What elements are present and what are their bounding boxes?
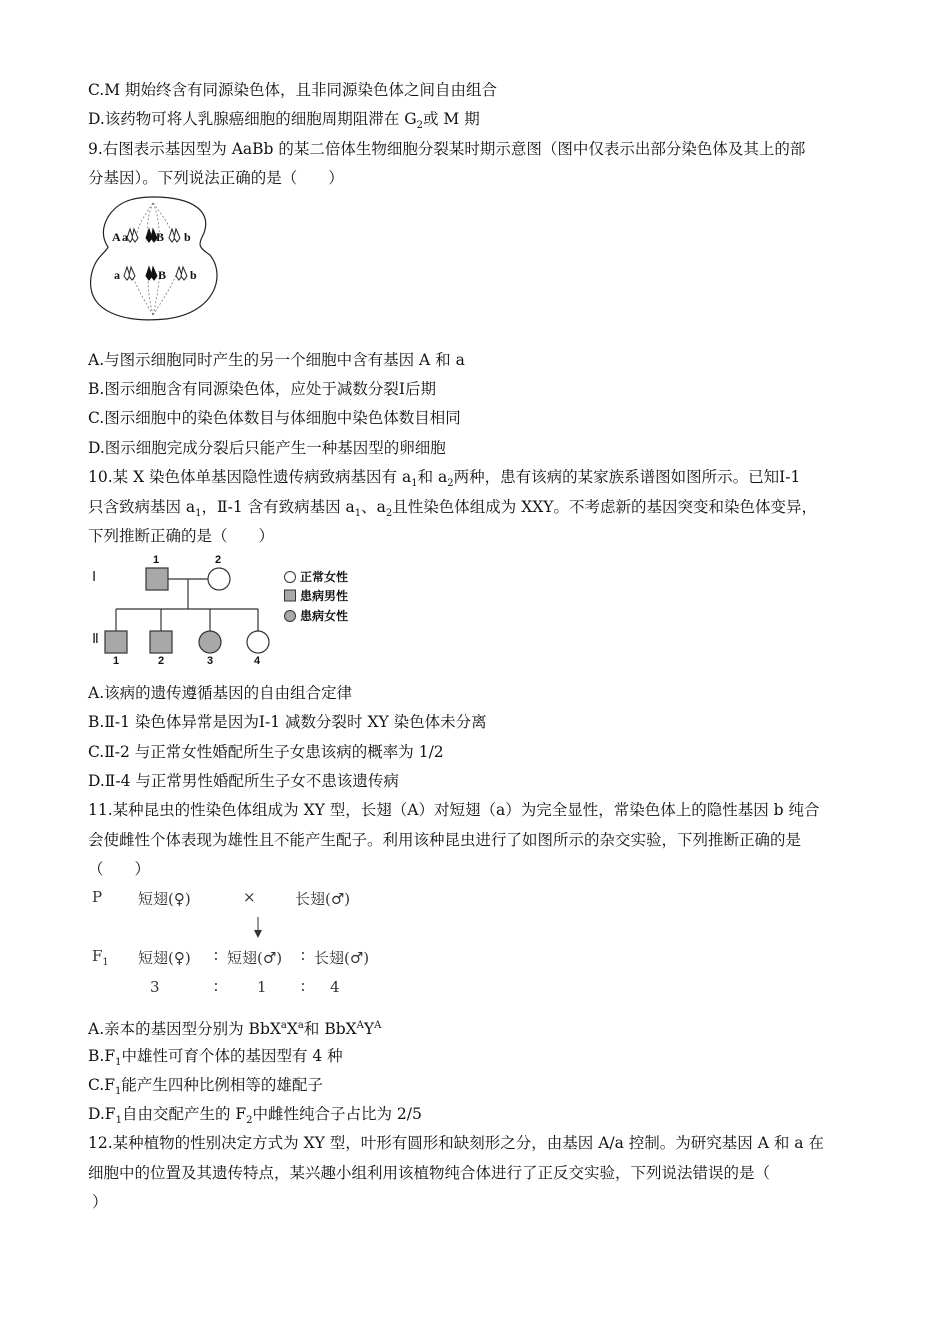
cross-ratio-separator: ∶ xyxy=(301,947,305,965)
legend-label: 患病男性 xyxy=(300,589,349,603)
question-11-stem: （ ） xyxy=(88,860,151,878)
option-a: A.亲本的基因型分别为 $BbX^aX^a$和 $BbX^AY^A$ xyxy=(88,1020,382,1039)
legend-affected-female-icon xyxy=(285,611,296,622)
individual-number: 1 xyxy=(113,655,120,667)
option-a: A.该病的遗传遵循基因的自由组合定律 xyxy=(88,684,353,702)
cross-ratio-value: 3 xyxy=(150,978,160,996)
question-11-stem: 会使雌性个体表现为雄性且不能产生配子。利用该种昆虫进行了如图所示的杂交实验，下列推断正确的是 xyxy=(88,831,802,849)
generation-label: Ⅱ xyxy=(92,632,99,647)
pedigree-chart xyxy=(86,552,376,670)
individual-number: 3 xyxy=(207,655,214,667)
cross-ratio-value: 4 xyxy=(330,978,340,996)
affected-male-symbol xyxy=(105,631,127,653)
cross-parent-male: 长翅(♂) xyxy=(295,890,351,908)
cross-ratio-value: 1 xyxy=(257,978,267,996)
individual-number: 1 xyxy=(153,554,160,566)
question-9-stem: 9.右图表示基因型为 AaBb 的某二倍体生物细胞分裂某时期示意图（图中仅表示出部分染色体及其上的部 xyxy=(88,140,806,158)
cross-parent-female: 短翅(♀) xyxy=(138,890,191,908)
cross-f1-type: 短翅(♀) xyxy=(138,949,191,967)
gene-label: B xyxy=(158,268,167,282)
individual-number: 2 xyxy=(215,554,222,566)
question-10-stem: 下列推断正确的是（ ） xyxy=(88,527,275,545)
legend-label: 正常女性 xyxy=(300,570,349,584)
question-12-stem: 细胞中的位置及其遗传特点，某兴趣小组利用该植物纯合体进行了正反交实验，下列说法错误的是（ xyxy=(88,1164,771,1182)
gene-label: a xyxy=(122,230,128,244)
normal-female-symbol xyxy=(208,568,230,590)
option-c: C.图示细胞中的染色体数目与体细胞中染色体数目相同 xyxy=(88,409,461,427)
question-12-stem: ） xyxy=(92,1193,108,1211)
option-d: D.图示细胞完成分裂后只能产生一种基因型的卵细胞 xyxy=(88,439,446,457)
legend-label: 患病女性 xyxy=(300,609,349,623)
option-a: A.与图示细胞同时产生的另一个细胞中含有基因 A 和 a xyxy=(88,351,465,369)
cross-f1-label: $F_1$ xyxy=(92,947,109,968)
option-d: $D.F_1$自由交配产生的 $F_2$中雌性纯合子占比为 2/5 xyxy=(88,1105,422,1127)
gene-label: b xyxy=(190,268,197,282)
cross-ratio-separator: ∶ xyxy=(214,947,218,965)
question-12-stem: 12.某种植物的性别决定方式为 XY 型，叶形有圆形和缺刻形之分，由基因 A/a 控制。为研究基因 A 和 a 在 xyxy=(88,1134,824,1152)
cross-f1-type: 短翅(♂) xyxy=(227,949,283,967)
affected-male-symbol xyxy=(146,568,168,590)
question-10-stem: 只含致病基因 $a_1$，Ⅱ-1 含有致病基因 $a_1$、$a_2$且性染色体组成为 XXY。不考虑新的基因突变和染色体变异， xyxy=(88,498,818,520)
cross-f1-type: 长翅(♂) xyxy=(314,949,370,967)
individual-number: 4 xyxy=(254,655,261,667)
individual-number: 2 xyxy=(158,655,165,667)
question-9-stem: 分基因）。下列说法正确的是（ ） xyxy=(88,169,344,187)
question-10-stem: 10.某 X 染色体单基因隐性遗传病致病基因有 $a_1$和 $a_2$两种，患有该病的某家族系谱图如图所示。已知Ⅰ-1 xyxy=(88,468,801,490)
cross-ratio-separator: ∶ xyxy=(301,978,305,996)
option-b: B.Ⅱ-1 染色体异常是因为Ⅰ-1 减数分裂时 XY 染色体未分离 xyxy=(88,713,487,731)
gene-label: A xyxy=(112,230,121,244)
question-11-stem: 11.某种昆虫的性染色体组成为 XY 型，长翅（A）对短翅（a）为完全显性，常染色体上的隐性基因 b 纯合 xyxy=(88,801,820,819)
cell-division-figure xyxy=(86,195,221,325)
option-c: C.Ⅱ-2 与正常女性婚配所生子女患该病的概率为 1/2 xyxy=(88,743,444,761)
gene-label: a xyxy=(114,268,120,282)
gene-label: B xyxy=(156,230,165,244)
normal-female-symbol xyxy=(247,631,269,653)
legend-affected-male-icon xyxy=(285,590,296,601)
affected-male-symbol xyxy=(150,631,172,653)
option-b: $B.F_1$中雄性可育个体的基因型有 4 种 xyxy=(88,1047,343,1069)
legend-normal-female-icon xyxy=(285,572,296,583)
cross-p-label: P xyxy=(92,888,103,906)
option-c: $C.F_1$能产生四种比例相等的雄配子 xyxy=(88,1076,323,1098)
text-line: D.该药物可将人乳腺癌细胞的细胞周期阻滞在 $G_2$或 M 期 xyxy=(88,110,480,132)
cross-times-symbol: × xyxy=(243,888,256,906)
gene-label: b xyxy=(184,230,191,244)
text-line: C.M 期始终含有同源染色体，且非同源染色体之间自由组合 xyxy=(88,81,498,99)
option-b: B.图示细胞含有同源染色体，应处于减数分裂Ⅰ后期 xyxy=(88,380,436,398)
option-d: D.Ⅱ-4 与正常男性婚配所生子女不患该遗传病 xyxy=(88,772,399,790)
affected-female-symbol xyxy=(199,631,221,653)
cross-ratio-separator: ∶ xyxy=(214,978,218,996)
generation-label: Ⅰ xyxy=(92,570,97,585)
down-arrow-icon xyxy=(252,916,264,940)
